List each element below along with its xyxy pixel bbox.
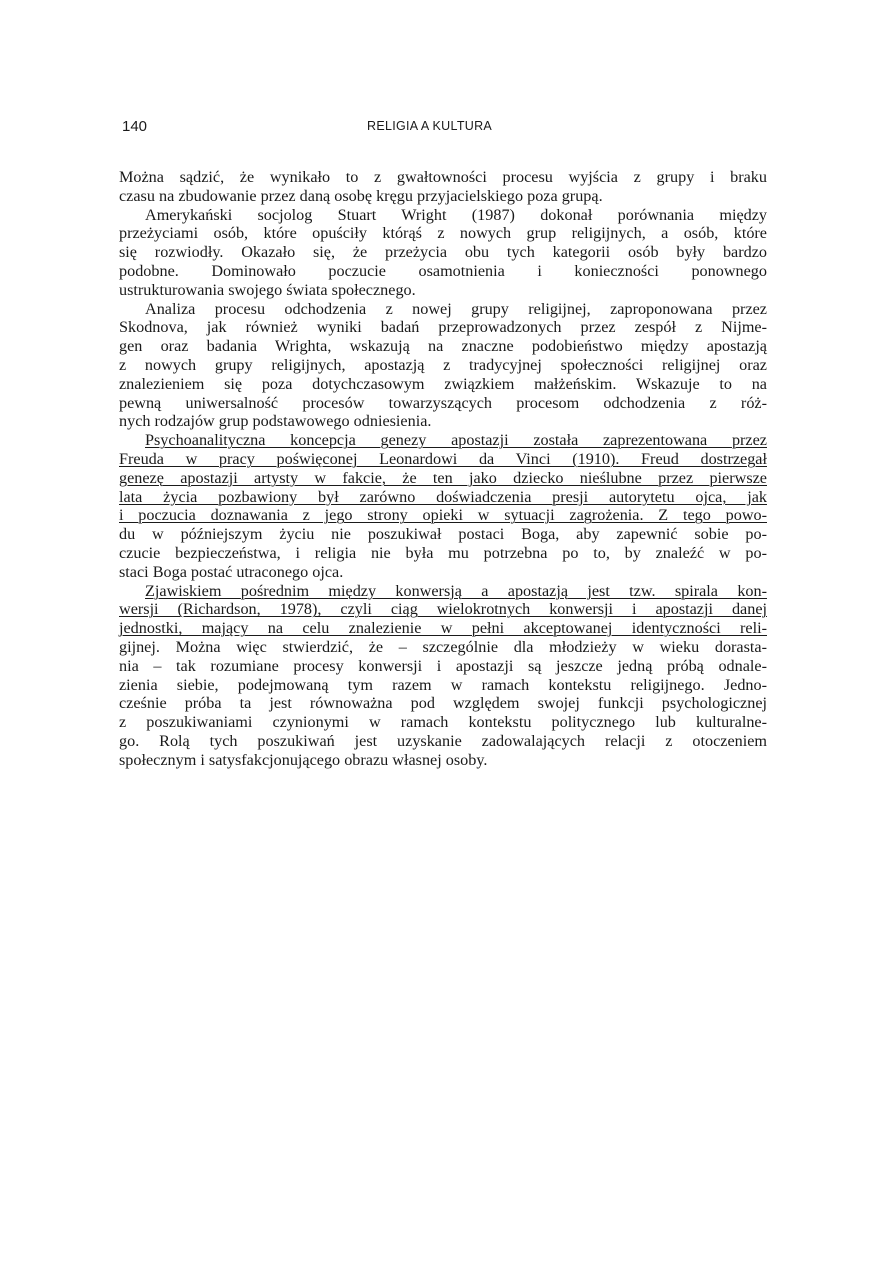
text-line: Analiza procesu odchodzenia z nowej grupy religijnej, zaproponowana przez — [145, 299, 767, 318]
text-line: Freuda w pracy poświęconej Leonardowi da Vinci (1910). Freud dostrzegał — [119, 449, 767, 468]
text-line: z nowych grupy religijnych, apostazją z tradycyjnej społeczności religijnej oraz — [119, 355, 767, 374]
text-line: genezę apostazji artysty w fakcie, że ten jako dziecko nieślubne przez pierwsze — [119, 468, 767, 487]
text-line: się rozwiodły. Okazało się, że przeżycia obu tych kategorii osób były bardzo — [119, 243, 767, 262]
text-line: Psychoanalityczna koncepcja genezy apostazji została zaprezentowana przez — [145, 431, 767, 450]
text-line: zienia siebie, podejmowaną tym razem w ramach kontekstu religijnego. Jedno- — [119, 675, 767, 694]
text-line: społecznym i satysfakcjonującego obrazu własnej osoby. — [119, 750, 488, 769]
page-header — [122, 118, 767, 138]
text-line: Skodnova, jak również wyniki badań przeprowadzonych przez zespół z Nijme- — [119, 318, 767, 337]
paragraph-4 — [119, 431, 767, 581]
text-line: czasu na zbudowanie przez daną osobę kręgu przyjacielskiego poza grupą. — [119, 186, 603, 205]
text-line: jednostki, mający na celu znalezienie w pełni akceptowanej identyczności reli- — [119, 619, 767, 638]
paragraph-5 — [119, 582, 767, 770]
text-line: i poczucia doznawania z jego strony opieki w sytuacji zagrożenia. Z tego powo- — [119, 506, 767, 525]
text-line: podobne. Dominowało poczucie osamotnienia i konieczności ponownego — [119, 261, 767, 280]
text-line: nych rodzajów grup podstawowego odniesienia. — [119, 412, 432, 431]
text-line: gijnej. Można więc stwierdzić, że – szczególnie dla młodzieży w wieku dorasta- — [119, 637, 767, 656]
text-line: cześnie próba ta jest równoważna pod względem swojej funkcji psychologicznej — [119, 694, 767, 713]
text-line: przeżyciami osób, które opuściły którąś z nowych grup religijnych, a osób, które — [119, 224, 767, 243]
text-line: Można sądzić, że wynikało to z gwałtowności procesu wyjścia z grupy i braku — [119, 168, 767, 186]
text-line: du w późniejszym życiu nie poszukiwał postaci Boga, aby zapewnić sobie po- — [119, 525, 767, 544]
page-number: 140 — [122, 118, 148, 135]
paragraph-2 — [119, 206, 767, 300]
text-line: lata życia pozbawiony był zarówno doświadczenia presji autorytetu ojca, jak — [119, 487, 767, 506]
text-line: go. Rolą tych poszukiwań jest uzyskanie zadowalających relacji z otoczeniem — [119, 731, 767, 750]
paragraph-3 — [119, 300, 767, 432]
text-line: staci Boga postać utraconego ojca. — [119, 562, 344, 581]
text-line: ustrukturowania swojego świata społecznego. — [119, 280, 416, 299]
running-title: RELIGIA A KULTURA — [367, 119, 493, 133]
text-line: nia – tak rozumiane procesy konwersji i apostazji są jeszcze jedną próbą odnale- — [119, 656, 767, 675]
text-line: Amerykański socjolog Stuart Wright (1987) dokonał porównania między — [145, 205, 767, 224]
text-line: czucie bezpieczeństwa, i religia nie była mu potrzebna po to, by znaleźć w po- — [119, 543, 767, 562]
text-line: Zjawiskiem pośrednim między konwersją a apostazją jest tzw. spirala kon- — [145, 581, 767, 600]
text-line: z poszukiwaniami czynionymi w ramach kontekstu politycznego lub kulturalne- — [119, 713, 767, 732]
text-line: pewną uniwersalność procesów towarzyszących procesom odchodzenia z róż- — [119, 393, 767, 412]
text-line: wersji (Richardson, 1978), czyli ciąg wielokrotnych konwersji i apostazji danej — [119, 600, 767, 619]
text-line: znalezieniem się poza dotychczasowym związkiem małżeńskim. Wskazuje to na — [119, 374, 767, 393]
paragraph-1 — [119, 168, 767, 206]
text-line: gen oraz badania Wrighta, wskazują na znaczne podobieństwo między apostazją — [119, 337, 767, 356]
body-text — [119, 168, 767, 770]
